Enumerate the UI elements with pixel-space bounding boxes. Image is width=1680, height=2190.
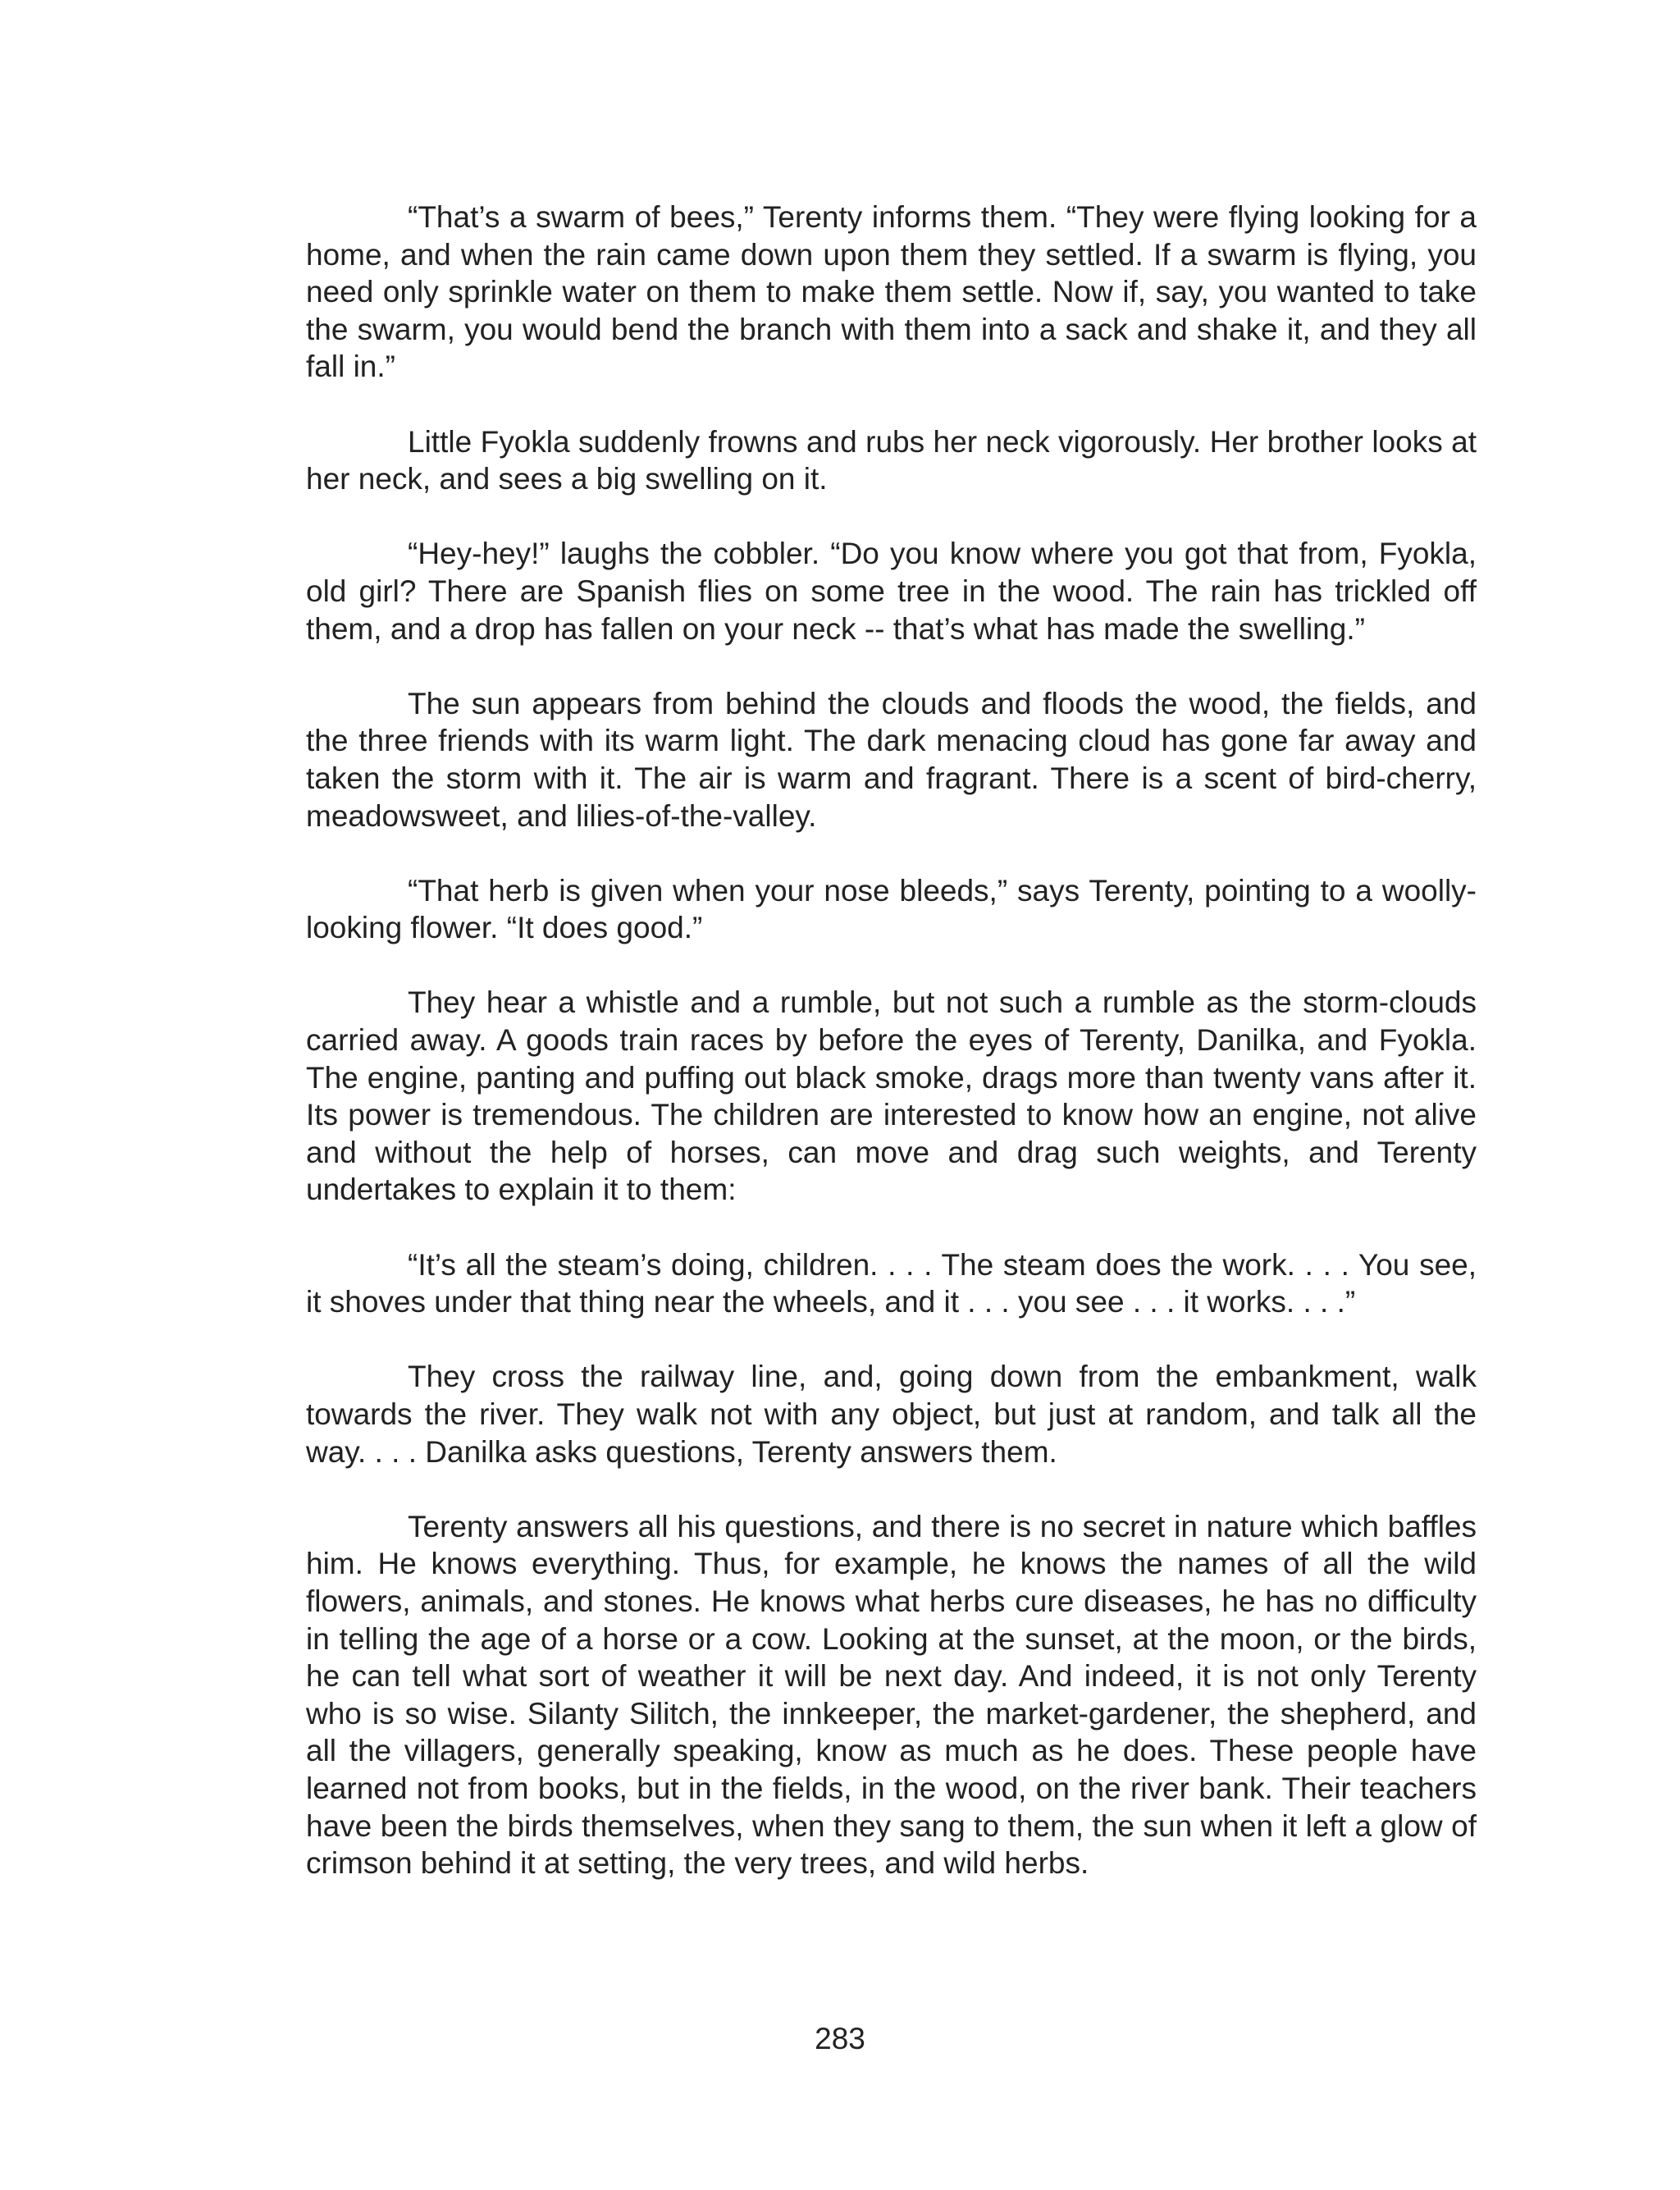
paragraph-4: The sun appears from behind the clouds and floods the wood, the fields, and the three friends with its warm light. The dark menacing cloud has gone far away and taken the storm with it. The air is warm and fragrant. There is a scent of bird-cherry, meadowsweet, and lilies-of-the-valley. (306, 686, 1477, 833)
body-text (306, 199, 1477, 1919)
paragraph-1: “That’s a swarm of bees,” Terenty informs them. “They were flying looking for a home, and when the rain came down upon them they settled. If a swarm is flying, you need only sprinkle water on them to make them settle. Now if, say, you wanted to take the swarm, you would bend the branch with them into a sack and shake it, and they all fall in.” (306, 200, 1477, 384)
paragraph-6: They hear a whistle and a rumble, but not such a rumble as the storm-clouds carried away. A goods train races by before the eyes of Terenty, Danilka, and Fyokla. The engine, panting and puffing out black smoke, drags more than twenty vans after it. Its power is tremendous. The children are interested to know how an engine, not alive and without the help of horses, can move and drag such weights, and Terenty undertakes to explain it to them: (306, 985, 1477, 1207)
paragraph-3: “Hey-hey!” laughs the cobbler. “Do you know where you got that from, Fyokla, old girl? There are Spanish flies on some tree in the wood. The rain has trickled off them, and a drop has fallen on your neck -- that’s what has made the swelling.” (306, 537, 1477, 646)
paragraph-5: “That herb is given when your nose bleeds,” says Terenty, pointing to a woolly-looking flower. “It does good.” (306, 873, 1477, 945)
page-number: 283 (815, 2022, 865, 2055)
paragraph-9: Terenty answers all his questions, and there is no secret in nature which baffles him. He knows everything. Thus, for example, he knows the names of all the wild flowers, animals, and stones. He knows what herbs cure diseases, he has no difficulty in telling the age of a horse or a cow. Looking at the sunset, at the moon, or the birds, he can tell what sort of weather it will be next day. And indeed, it is not only Terenty who is so wise. Silanty Silitch, the innkeeper, the market-gardener, the shepherd, and all the villagers, generally speaking, know as much as he does. These people have learned not from books, but in the fields, in the wood, on the river bank. Their teachers have been the birds themselves, when they sang to them, the sun when it left a glow of crimson behind it at setting, the very trees, and wild herbs. (306, 1509, 1477, 1881)
paragraph-7: “It’s all the steam’s doing, children. . . . The steam does the work. . . . You see, it shoves under that thing near the wheels, and it . . . you see . . . it works. . . .” (306, 1247, 1477, 1319)
paragraph-2: Little Fyokla suddenly frowns and rubs her neck vigorously. Her brother looks at her neck, and sees a big swelling on it. (306, 424, 1477, 496)
paragraph-8: They cross the railway line, and, going down from the embankment, walk towards the river. They walk not with any object, but just at random, and talk all the way. . . . Danilka asks questions, Terenty answers them. (306, 1360, 1477, 1469)
